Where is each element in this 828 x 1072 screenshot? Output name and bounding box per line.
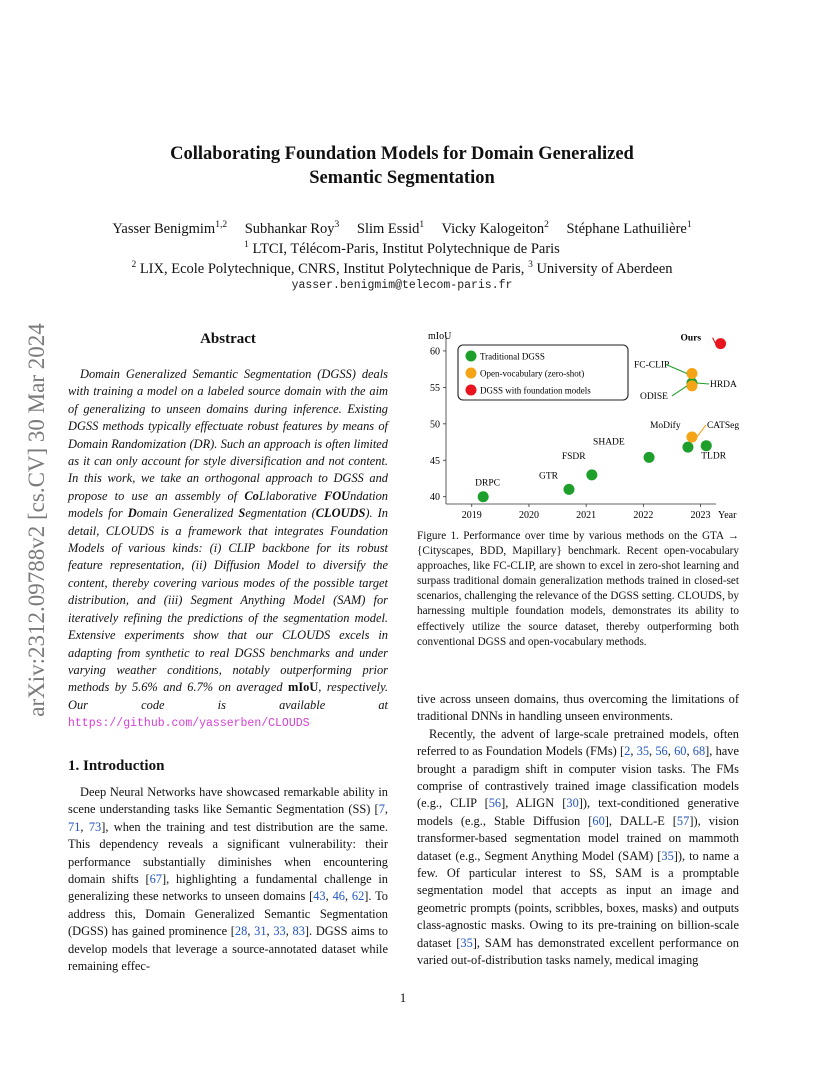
citation-link[interactable]: 62	[351, 889, 365, 904]
data-label: HRDA	[709, 380, 737, 391]
data-label: SHADE	[593, 437, 625, 448]
citation-link[interactable]: 35	[661, 848, 674, 863]
data-point	[563, 484, 574, 495]
affiliation-line-2: $^2$ LIX, Ecole Polytechnique, CNRS, Institut Polytechnique de Paris, $^3$ University of Aberdeen	[131, 260, 673, 277]
citation-link[interactable]: 33	[273, 924, 286, 939]
data-label: FSDR	[561, 451, 586, 462]
author-affil: 1,2	[215, 220, 228, 231]
citation-link[interactable]: 46	[332, 889, 345, 904]
author-list	[60, 219, 744, 239]
data-label: FC-CLIP	[633, 360, 670, 371]
author-affil: 1	[686, 220, 692, 231]
author-affil: 2	[544, 220, 549, 231]
x-tick-label: 2023	[690, 510, 711, 520]
citation-link[interactable]: 7	[378, 802, 385, 817]
citation-link[interactable]: 56	[655, 744, 668, 759]
data-label: CATSeg	[706, 420, 740, 431]
author-affil: 1	[419, 220, 425, 231]
citation-link[interactable]: 83	[292, 924, 305, 939]
label-arrow	[672, 386, 687, 396]
abstract-heading: Abstract	[200, 331, 256, 347]
title-line-2: Semantic Segmentation	[309, 168, 495, 188]
author-name: Subhankar Roy	[244, 221, 335, 237]
author-name: Yasser Benigmim	[112, 221, 216, 237]
citation-link[interactable]: 56	[488, 796, 502, 811]
y-tick-label: 60	[430, 346, 440, 358]
author-block	[60, 219, 744, 279]
author-name: Stéphane Lathuilière	[566, 221, 687, 237]
intro-paragraph: Deep Neural Networks have showcased remarkable ability in scene understanding tasks like Semantic Segmentation (SS) [7, 71, 73], when the training and test distribution are the same. This dependency reveals a significant vulnerability: their performance substantially diminishes when encountering domain shifts [67], highlighting a fundamental challenge in generalizing these networks to unseen domains [43, 46, 62]. To address this, Domain Generalized Semantic Segmentation (DGSS) has gained prominence [28, 31, 33, 83]. DGSS aims to develop models that leverage a source-annotated dataset while remaining effec-	[68, 785, 389, 974]
data-point	[686, 431, 697, 442]
citation-link[interactable]: 71	[68, 819, 81, 834]
y-tick-label: 40	[430, 492, 440, 504]
arxiv-sidebar	[22, 280, 52, 760]
data-label: GTR	[538, 471, 558, 482]
citation-link[interactable]: 2	[624, 744, 631, 759]
y-tick-label: 45	[430, 455, 440, 467]
legend-label: DGSS with foundation models	[480, 385, 591, 396]
citation-link[interactable]: 57	[676, 813, 690, 828]
figure-1-caption: Figure 1. Performance over time by various methods on the GTA → {Cityscapes, BDD, Mapillary} benchmark. Recent open-vocabulary approaches, like FC-CLIP, are shown to excel in zero-shot learning and surpass traditional domain generalization methods trained in closed-set scenarios, challenging the relevance of the DGSS setting. CLOUDS, by harnessing multiple foundation models, demonstrates its ability to effectively utilize the source dataset, thereby outperforming both conventional DGSS and open-vocabulary methods.	[417, 530, 739, 648]
data-label: TLDR	[701, 451, 727, 462]
data-point	[682, 442, 693, 453]
label-arrow	[697, 383, 709, 384]
data-point	[686, 380, 697, 391]
citation-link[interactable]: 35	[460, 935, 473, 950]
figure-1-chart	[410, 328, 740, 520]
y-tick-label: 50	[430, 419, 440, 431]
author-name: Slim Essid	[356, 221, 420, 237]
label-arrow	[697, 425, 706, 437]
data-label: DRPC	[475, 478, 501, 489]
paragraph: tive across unseen domains, thus overcoming the limitations of traditional DNNs in handling unseen environments.	[417, 692, 739, 724]
citation-link[interactable]: 30	[566, 796, 579, 811]
citation-link[interactable]: 73	[88, 819, 102, 834]
title-line-1: Collaborating Foundation Models for Domain Generalized	[170, 144, 634, 164]
data-label: MoDify	[649, 421, 681, 432]
citation-link[interactable]: 68	[692, 744, 706, 759]
citation-link[interactable]: 28	[234, 924, 248, 939]
citation-link[interactable]: 60	[674, 744, 687, 759]
author-email: yasser.benigmim@telecom-paris.fr	[291, 279, 513, 292]
data-point	[586, 469, 597, 480]
paper-title	[100, 142, 704, 190]
x-tick-label: 2020	[518, 510, 539, 520]
right-column-text	[417, 691, 739, 970]
arxiv-id: arXiv:2312.09788v2 [cs.CV] 30 Mar 2024	[24, 323, 49, 717]
page-number: 1	[399, 990, 407, 1005]
data-label: ODISE	[639, 391, 668, 402]
data-point	[715, 338, 726, 349]
author-affil: 3	[334, 220, 340, 231]
data-point	[478, 491, 489, 502]
x-axis-label: Year	[718, 510, 737, 520]
legend-marker	[466, 368, 477, 379]
section-heading-introduction: 1. Introduction	[68, 758, 165, 774]
data-point	[644, 452, 655, 463]
data-point	[701, 440, 712, 451]
citation-link[interactable]: 35	[636, 744, 650, 759]
legend-marker	[466, 385, 477, 396]
x-tick-label: 2022	[633, 510, 654, 520]
citation-link[interactable]: 60	[592, 813, 605, 828]
data-label: Ours	[680, 333, 702, 344]
x-tick-label: 2019	[461, 510, 482, 520]
paragraph: Recently, the advent of large-scale pretrained models, often referred to as Foundation Models (FMs) [2, 35, 56, 60, 68], have brought a paradigm shift in computer vision tasks. The FMs comprise of contrastively trained image classification models (e.g., CLIP [56], ALIGN [30]), text-conditioned generative models (e.g., Stable Diffusion [60], DALL-E [57]), vision transformer-based segmentation model trained on mammoth dataset (e.g., Segment Anything Model (SAM) [35]), to name a few. Of particular interest to SS, SAM is a promptable segmentation model that accepts as input an image and geometric prompts (points, scribbles, boxes, masks) and outputs class-agnostic masks. Owing to its pre-training on billion-scale dataset [35], SAM has demonstrated excellent performance on varied out-of-distribution tasks namely, medical imaging	[417, 726, 739, 968]
author-name: Vicky Kalogeiton	[441, 221, 545, 237]
citation-link[interactable]: 43	[313, 889, 326, 904]
label-arrow	[713, 338, 716, 344]
legend-label: Traditional DGSS	[480, 351, 545, 362]
data-point	[686, 368, 697, 379]
legend-marker	[466, 351, 477, 362]
y-tick-label: 55	[430, 382, 440, 394]
legend-label: Open-vocabulary (zero-shot)	[480, 368, 585, 379]
citation-link[interactable]: 31	[254, 924, 267, 939]
code-link[interactable]: https://github.com/yasserben/CLOUDS	[68, 717, 310, 731]
affiliation-line-1: $^1$ LTCI, Télécom-Paris, Institut Polytechnique de Paris	[244, 240, 560, 257]
citation-link[interactable]: 67	[149, 872, 162, 887]
x-tick-label: 2021	[576, 510, 597, 520]
abstract-text: Domain Generalized Semantic Segmentation (DGSS) deals with training a model on a labeled source domain with the aim of generalizing to unseen domains during inference. Existing DGSS methods typically effectuate robust features by means of Domain Randomization (DR). Such an approach is often limited as it can only account for style diversification and not content. In this work, we take an orthogonal approach to DGSS and propose to use an assembly of CoLlaborative FOUndation models for Domain Generalized Segmentation (CLOUDS). In detail, CLOUDS is a framework that integrates Foundation Models of various kinds: (i) CLIP backbone for its robust feature representation, (ii) Diffusion Model to diversify the content, thereby covering various modes of the possible target distribution, and (iii) Segment Anything Model (SAM) for iteratively refining the predictions of the segmentation model. Extensive experiments show that our CLOUDS excels in adapting from synthetic to real DGSS benchmarks and under varying weather conditions, notably outperforming prior methods by 5.6% and 6.7% on averaged mIoU, respectively. Our code is available at https://github.com/yasserben/CLOUDS	[68, 367, 388, 731]
y-axis-label: mIoU	[428, 331, 452, 342]
